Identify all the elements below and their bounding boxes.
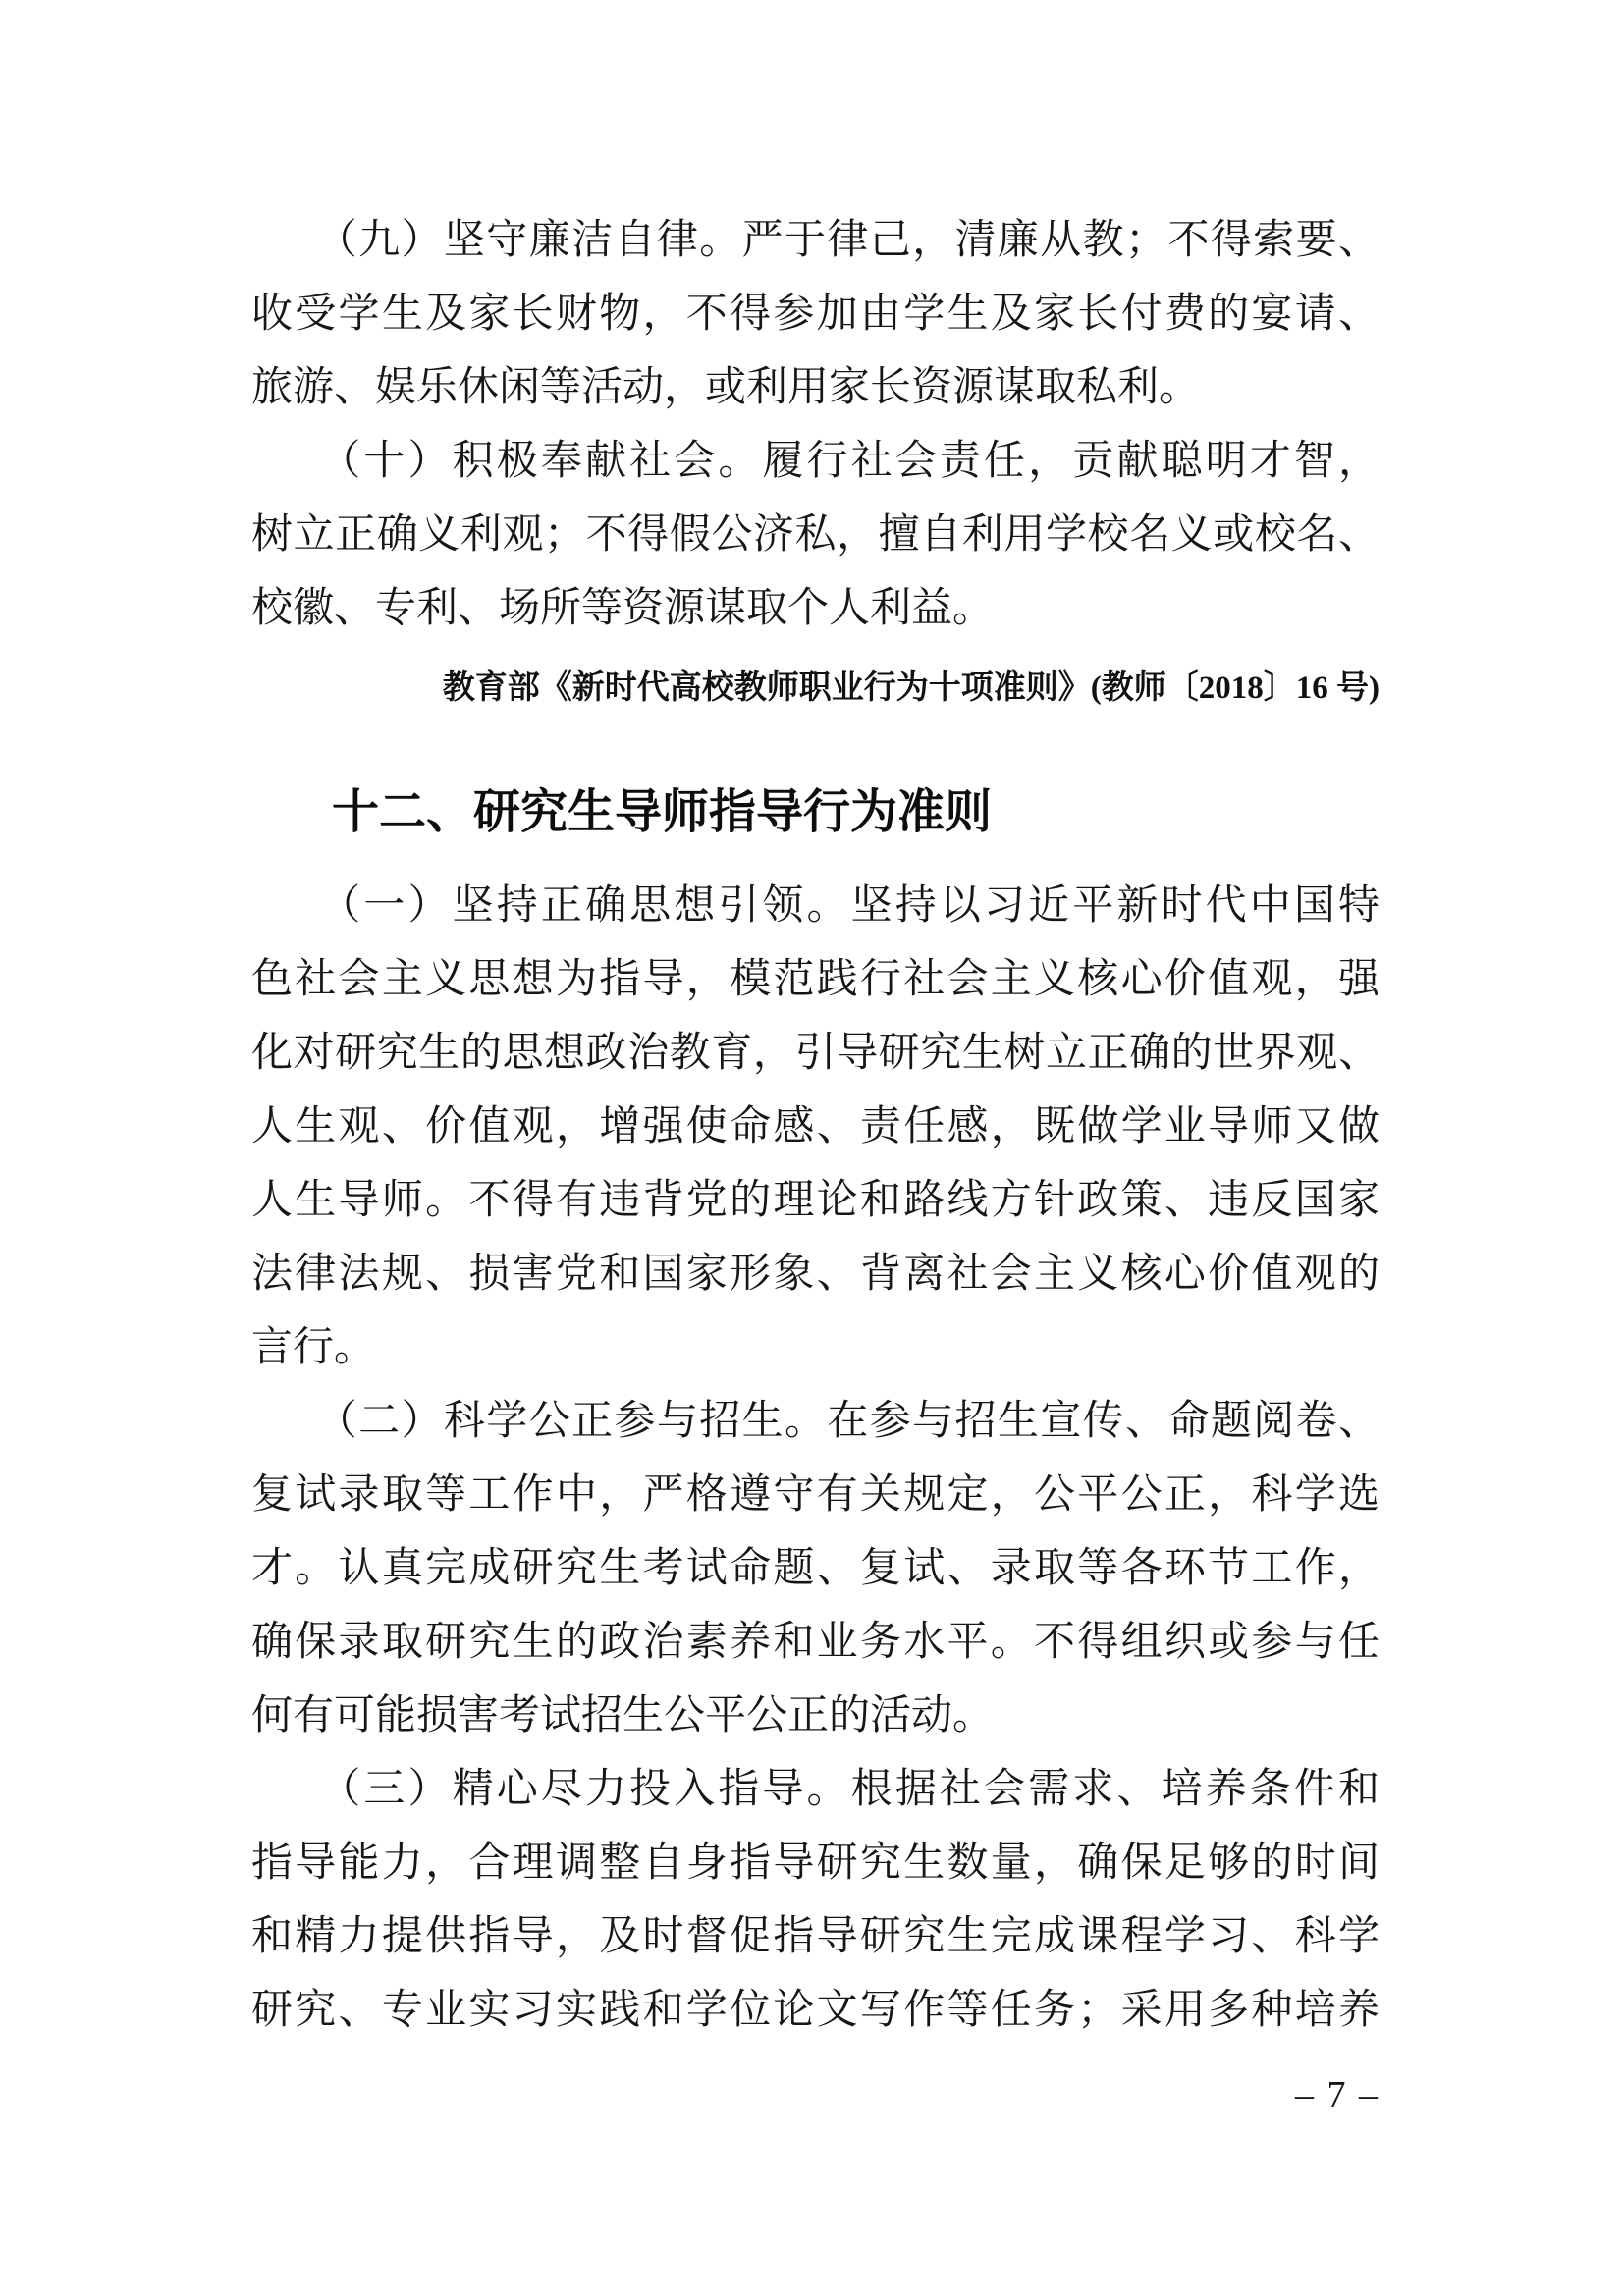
text-line: 收受学生及家长财物，不得参加由学生及家长付费的宴请、	[251, 292, 1380, 337]
text-line: 指导能力，合理调整自身指导研究生数量，确保足够的时间	[251, 1841, 1380, 1886]
text-line: 色社会主义思想为指导，模范践行社会主义核心价值观，强	[251, 957, 1380, 1002]
section-heading: 十二、研究生导师指导行为准则	[332, 786, 993, 838]
text-line: 人生导师。不得有违背党的理论和路线方针政策、违反国家	[251, 1178, 1380, 1223]
text-line: 人生观、价值观，增强使命感、责任感，既做学业导师又做	[251, 1104, 1380, 1149]
text-line: 研究、专业实习实践和学位论文写作等任务；采用多种培养	[251, 1988, 1380, 2033]
text-line: 化对研究生的思想政治教育，引导研究生树立正确的世界观、	[251, 1031, 1380, 1076]
text-line: 校徽、专利、场所等资源谋取个人利益。	[251, 586, 995, 631]
text-line: 法律法规、损害党和国家形象、背离社会主义核心价值观的	[251, 1252, 1380, 1297]
section-teacher-conduct-rules	[251, 204, 1380, 646]
text-line: 确保录取研究生的政治素养和业务水平。不得组织或参与任	[251, 1620, 1380, 1665]
text-line: 旅游、娱乐休闲等活动，或利用家长资源谋取私利。	[251, 365, 1201, 410]
text-line: 言行。	[251, 1325, 376, 1370]
text-line: 何有可能损害考试招生公平公正的活动。	[251, 1693, 995, 1738]
text-column	[251, 204, 1380, 2048]
source-attribution: 教育部《新时代高校教师职业行为十项准则》(教师〔2018〕16 号)	[442, 670, 1380, 706]
text-line: 树立正确义利观；不得假公济私，擅自利用学校名义或校名、	[251, 512, 1380, 558]
section-supervisor-guidelines-body	[251, 870, 1380, 2048]
text-line: （十）积极奉献社会。履行社会责任，贡献聪明才智，	[251, 439, 1380, 484]
page-number: – 7 –	[1295, 2074, 1380, 2115]
text-line: 复试录取等工作中，严格遵守有关规定，公平公正，科学选	[251, 1472, 1380, 1518]
text-line: （二）科学公正参与招生。在参与招生宣传、命题阅卷、	[251, 1399, 1380, 1444]
text-line: 才。认真完成研究生考试命题、复试、录取等各环节工作，	[251, 1546, 1380, 1591]
text-line: （三）精心尽力投入指导。根据社会需求、培养条件和	[251, 1767, 1380, 1812]
text-line: 和精力提供指导，及时督促指导研究生完成课程学习、科学	[251, 1914, 1380, 1959]
text-line: （九）坚守廉洁自律。严于律己，清廉从教；不得索要、	[251, 218, 1380, 263]
text-line: （一）坚持正确思想引领。坚持以习近平新时代中国特	[251, 883, 1380, 929]
